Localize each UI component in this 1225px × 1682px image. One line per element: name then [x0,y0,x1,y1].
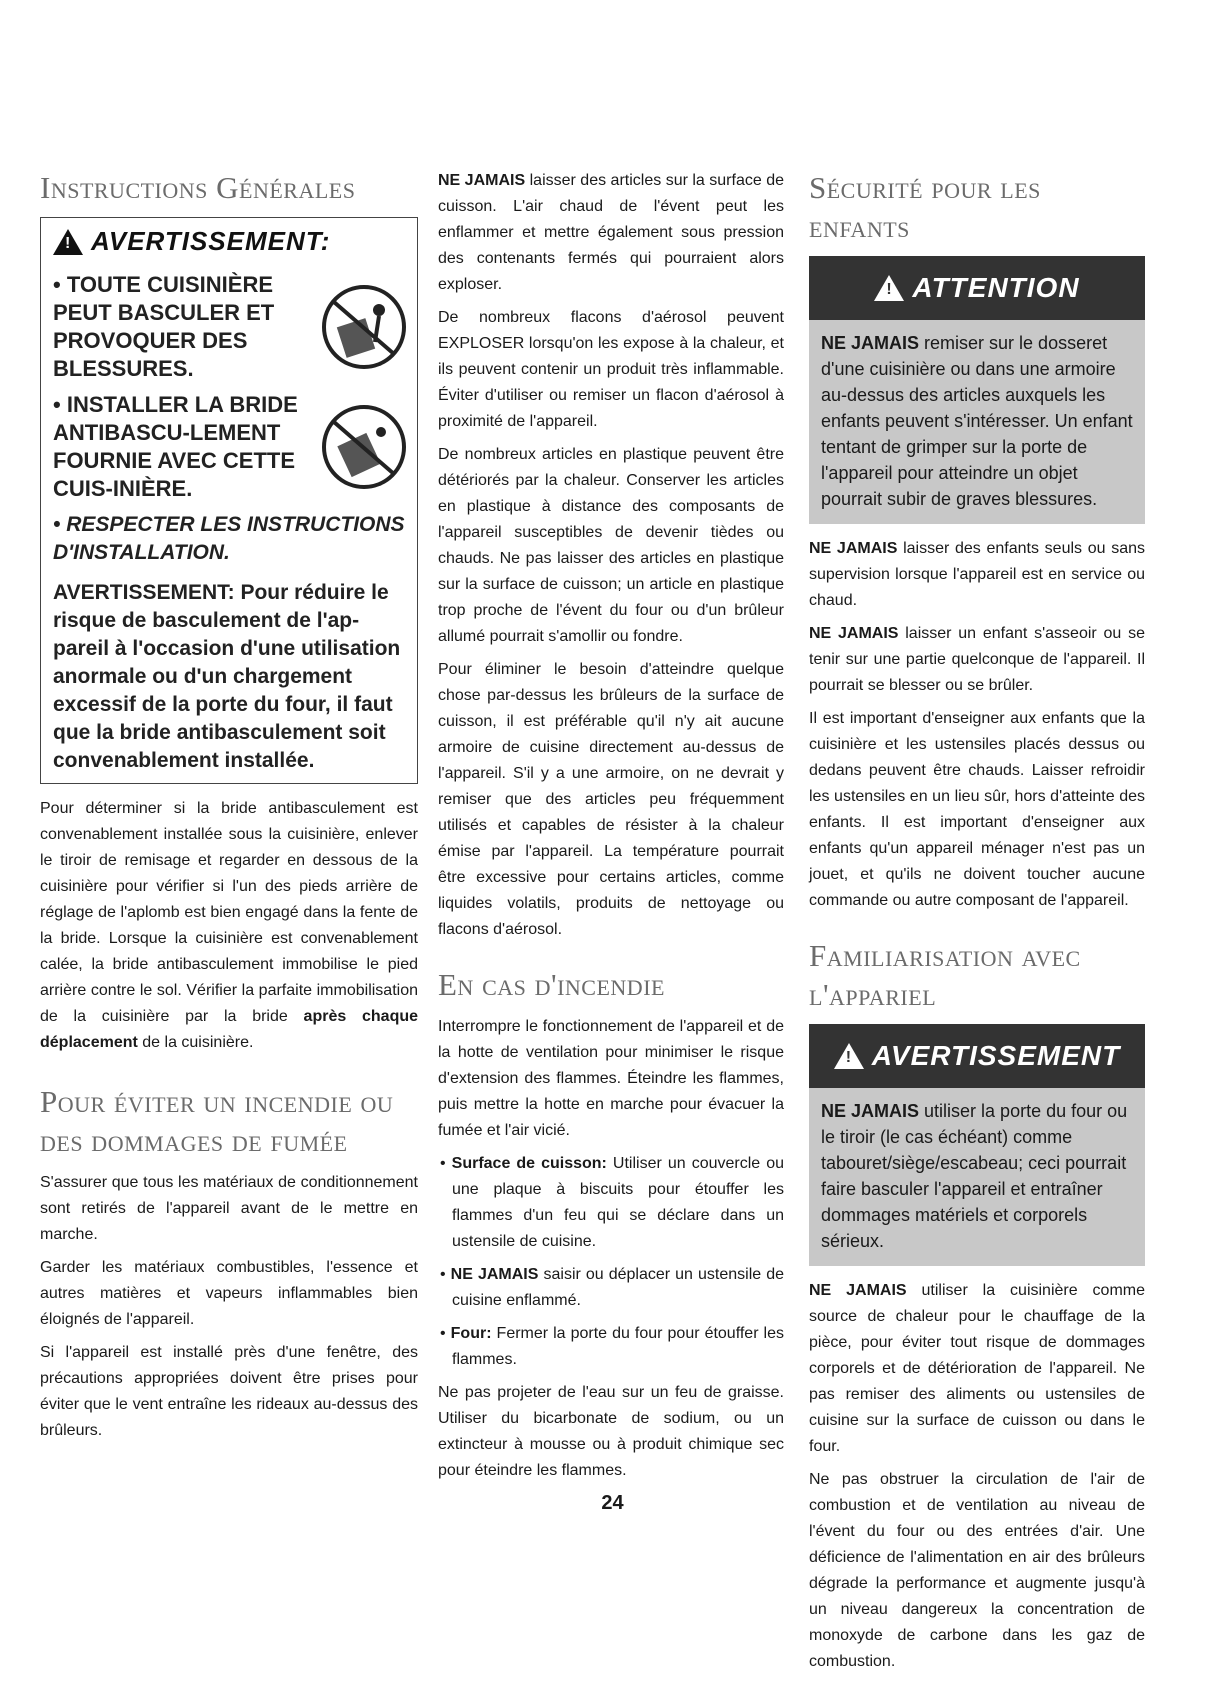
bullet-item: • NE JAMAIS saisir ou déplacer un ustensile de cuisine enflammé. [438,1262,784,1314]
attention-box [809,256,1145,524]
section-heading-general-instructions: Instructions Générales [40,170,356,205]
attention-body: NE JAMAIS remiser sur le dosseret d'une cuisinière ou dans une armoire au-dessus des articles auxquels les enfants peuvent s'intéresser. Un enfant tentant de grimper sur la porte de l'appareil pour atteindre un objet pourrait subir de graves blessures. [809,320,1145,524]
paragraph: Ne pas projeter de l'eau sur un feu de graisse. Utiliser du bicarbonate de sodium, ou un extincteur à mousse ou à produit chimique sec pour éteindre les flammes. [438,1384,784,1479]
paragraph: Pour déterminer si la bride antibasculement est convenablement installée sous la cuisinière, enlever le tiroir de remisage et regarder en dessous de la cuisinière pour vérifier si l'un des pieds arrière de réglage de l'aplomb est bien engagé dans la fente de la bride. Lorsque la cuisinière est convenablement calée, la bride antibasculement immobilise le pied arrière contre le sol. Vérifier la parfaite immobilisation de la cuisinière par la bride après chaque déplacement de la cuisinière. [40,800,419,1051]
paragraph: S'assurer que tous les matériaux de conditionnement sont retirés de l'appareil avant de le mettre en marche. [40,1174,418,1243]
attention-header [809,256,1145,320]
attention-title: ATTENTION [912,272,1080,303]
paragraph: Ne pas obstruer la circulation de l'air de combustion et de ventilation au niveau de l'évent du four ou des entrées d'air. Une déficience de l'alimentation en air des brûleurs dégrade la performance et augmente jusqu'à un niveau dangereux la concentration de monoxyde de carbone dans les gaz de combustion. [809,1471,1145,1670]
warning-title: AVERTISSEMENT [871,1040,1121,1071]
paragraph: Si l'appareil est installé près d'une fenêtre, des précautions appropriées doivent être prises pour éviter que le vent entraîne les rideaux au-dessus des brûleurs. [40,1344,418,1439]
paragraph: Il est important d'enseigner aux enfants que la cuisinière et les ustensiles placés dessus ou dedans peuvent être chauds. Laisser refroidir les ustensiles en un lieu sûr, hors d'atteinte des enfants. Il est important d'enseigner aux enfants qu'un appareil ménager n'est pas un jouet, et qu'ils ne doivent toucher aucune commande ou autre composant de l'appareil. [809,710,1145,909]
warning-item-install-bracket [53,391,409,503]
section-heading-fire-smoke: Pour éviter un incendie ou des dommages de fumée [40,1084,394,1158]
paragraph: De nombreux flacons d'aérosol peuvent EXPLOSER lorsqu'on les expose à la chaleur, et ils peuvent contenir un produit très inflammable. Éviter d'utiliser ou remiser un flacon d'aérosol à proximité de l'appareil. [438,309,784,430]
section-heading-child-safety: Sécurité pour les enfants [809,170,1041,244]
warning-item-tip [53,271,409,383]
paragraph: NE JAMAIS laisser des enfants seuls ou sans supervision lorsque l'appareil est en service ou chaud. [809,540,1146,609]
column-middle [438,168,784,1491]
warning-header [809,1024,1145,1088]
warning-triangle-icon [874,275,904,301]
tipping-range-prohibited-icon [319,282,409,372]
warning-triangle-icon [834,1043,864,1069]
page-number: 24 [601,1492,624,1514]
warning-item-text: • TOUTE CUISINIÈRE PEUT BASCULER ET PROVOQUER DES BLESSURES. [53,271,319,383]
warning-title: AVERTISSEMENT: [91,226,331,256]
paragraph: De nombreux articles en plastique peuvent être détériorés par la chaleur. Conserver les articles en plastique à distance des composants de l'appareil susceptibles de devenir tièdes ou chauds. Ne pas laisser des articles en plastique sur la surface de cuisson; un article en plastique trop proche de l'évent du four ou d'un brûleur allumé pourrait s'amollir ou fondre. [438,446,784,645]
section-heading-fire: En cas d'incendie [438,967,665,1002]
section-heading-familiarization: Familiarisation avec l'appariel [809,938,1081,1012]
warning-title-row [53,226,409,257]
warning-item-text: • INSTALLER LA BRIDE ANTIBASCU-LEMENT FOURNIE AVEC CETTE CUIS-INIÈRE. [53,391,319,503]
paragraph: Interrompre le fonctionnement de l'appareil et de la hotte de ventilation pour minimiser le risque d'extension des flammes. Éteindre les flammes, puis mettre la hotte en marche pour évacuer la fumée et l'air vicié. [438,1018,784,1139]
warning-paragraph: AVERTISSEMENT: Pour réduire le risque de basculement de l'ap-pareil à l'occasion d'une utilisation anormale ou d'un chargement excessif de la porte du four, il faut que la bride antibasculement soit convenablement installée. [53,581,401,772]
paragraph: NE JAMAIS laisser un enfant s'asseoir ou se tenir sur une partie quelconque de l'appareil. Il pourrait se blesser ou se brûler. [809,625,1145,694]
tipping-range-prohibited-icon [319,402,409,492]
paragraph: NE JAMAIS laisser des articles sur la surface de cuisson. L'air chaud de l'évent peut les enflammer et mettre également sous pression des contenants fermés qui pourraient alors exploser. [438,172,785,293]
bullet-item: • Four: Fermer la porte du four pour étouffer les flammes. [438,1321,784,1373]
emphasis: après chaque déplacement [40,1008,419,1051]
paragraph: NE JAMAIS utiliser la cuisinière comme source de chaleur pour le chauffage de la pièce, pour éviter tout risque de dommages corporels et de détérioration de l'appareil. Ne pas remiser des aliments ou ustensiles de cuisine sur la surface de cuisson ou dans le four. [809,1282,1146,1455]
warning-item-installation-instructions: • RESPECTER LES INSTRUCTIONS D'INSTALLATION. [53,511,409,567]
warning-triangle-icon [53,229,83,255]
column-right [809,168,1145,1682]
warning-body: NE JAMAIS utiliser la porte du four ou le tiroir (le cas échéant) comme tabouret/siège/escabeau; ceci pourrait faire basculer l'appareil et entraîner dommages matériels et corporels sérieux. [809,1088,1145,1266]
warning-box [40,217,418,784]
paragraph: Pour éliminer le besoin d'atteindre quelque chose par-dessus les brûleurs de la surface de cuisson, il est préférable qu'il n'y ait aucune armoire de cuisine directement au-dessus de l'appareil. S'il y a une armoire, on ne devrait y remiser que des articles peu fréquemment utilisés et capables de résister à la chaleur émise par l'appareil. La température pourrait être excessive pour certains articles, comme liquides volatils, produits de nettoyage ou flacons d'aérosol. [438,661,784,938]
warning-box-shaded [809,1024,1145,1266]
paragraph: Garder les matériaux combustibles, l'essence et autres matières et vapeurs inflammables bien éloignés de l'appareil. [40,1259,418,1328]
bullet-item: • Surface de cuisson: Utiliser un couvercle ou une plaque à biscuits pour étouffer les flammes d'un feu qui se déclare dans un ustensile de cuisine. [438,1151,784,1255]
column-left [40,168,418,1451]
